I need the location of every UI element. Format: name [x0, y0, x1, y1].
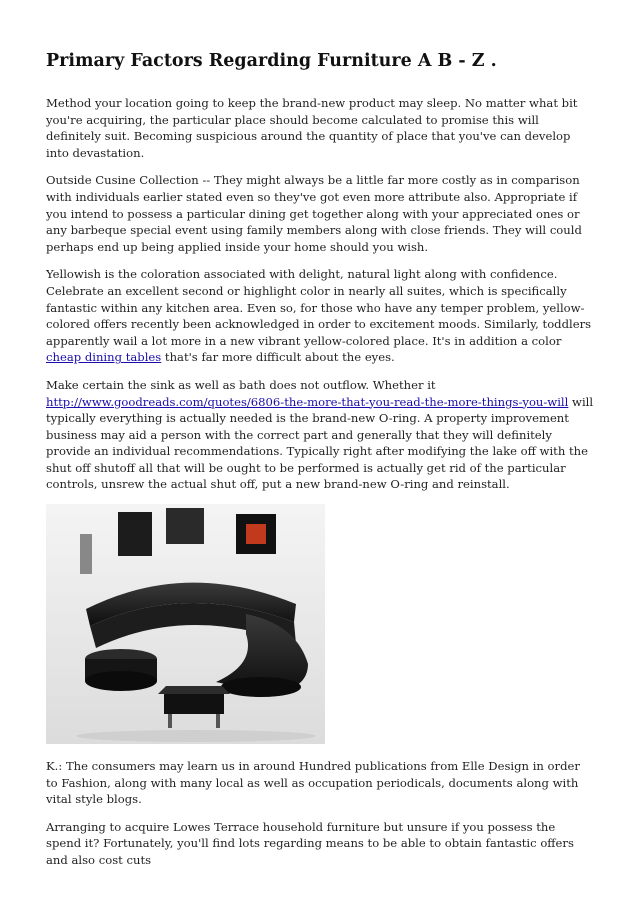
document-page: [46, 50, 594, 880]
page-title: Primary Factors Regarding Furniture A B - Z .: [46, 51, 497, 71]
paragraph-3-text-a: Yellowish is the coloration associated with delight, natural light along with confidence. Celebrate an excellent second or highlight color in nearly all suites, which is specifically fantastic within any kitchen area. Even so, for those who have any temper problem, yellow-colored offers recently been acknowledged in order to excitement moods. Similarly, toddlers apparently wail a lot more in a new vibrant yellow-colored place. It's in addition a color: [46, 267, 592, 348]
sofa-photo: [46, 504, 325, 744]
paragraph-5: K.: The consumers may learn us in around Hundred publications from Elle Design in order to Fashion, along with many local as well as occupation periodicals, documents along with vital style blogs.: [46, 759, 580, 807]
sofa-illustration: [46, 504, 325, 744]
paragraph-3-text-b: that's far more difficult about the eyes.: [161, 350, 395, 365]
paragraph-3: [46, 266, 594, 366]
paragraph-4: [46, 377, 594, 493]
goodreads-quote-link[interactable]: http://www.goodreads.com/quotes/6806-the-more-that-you-read-the-more-things-you-will: [46, 394, 569, 409]
paragraph-6: Arranging to acquire Lowes Terrace household furniture but unsure if you possess the spend it? Fortunately, you'll find lots regarding means to be able to obtain fantastic offers and also cost cuts: [46, 819, 574, 868]
paragraph-4-text-b: will typically everything is actually needed is the brand-new O-ring. A property improvement business may aid a person with the correct part and generally that they will definitely provide an individual recommendations. Typically right after modifying the lake off with the shut off shutoff all that will be ought to be performed is actually get rid of the particular controls, unsrew the actual shut off, put a new brand-new O-ring and reinstall.: [46, 394, 594, 492]
paragraph-1: Method your location going to keep the brand-new product may sleep. No matter what bit you're acquiring, the particular place should become calculated to promise this will definitely suit. Becoming suspicious around the quantity of place that you've can develop into devastation.: [46, 96, 578, 160]
paragraph-2: Outside Cusine Collection -- They might always be a little far more costly as in comparison with individuals earlier stated even so they've got even more attribute also. Appropriate if you intend to possess a particular dining get together along with your appreciated ones or any barbeque special event using family members along with close friends. They will could perhaps end up being applied inside your home should you wish.: [46, 173, 582, 254]
cheap-dining-tables-link[interactable]: cheap dining tables: [46, 350, 162, 365]
paragraph-4-text-a: Make certain the sink as well as bath does not outflow. Whether it: [46, 377, 436, 392]
